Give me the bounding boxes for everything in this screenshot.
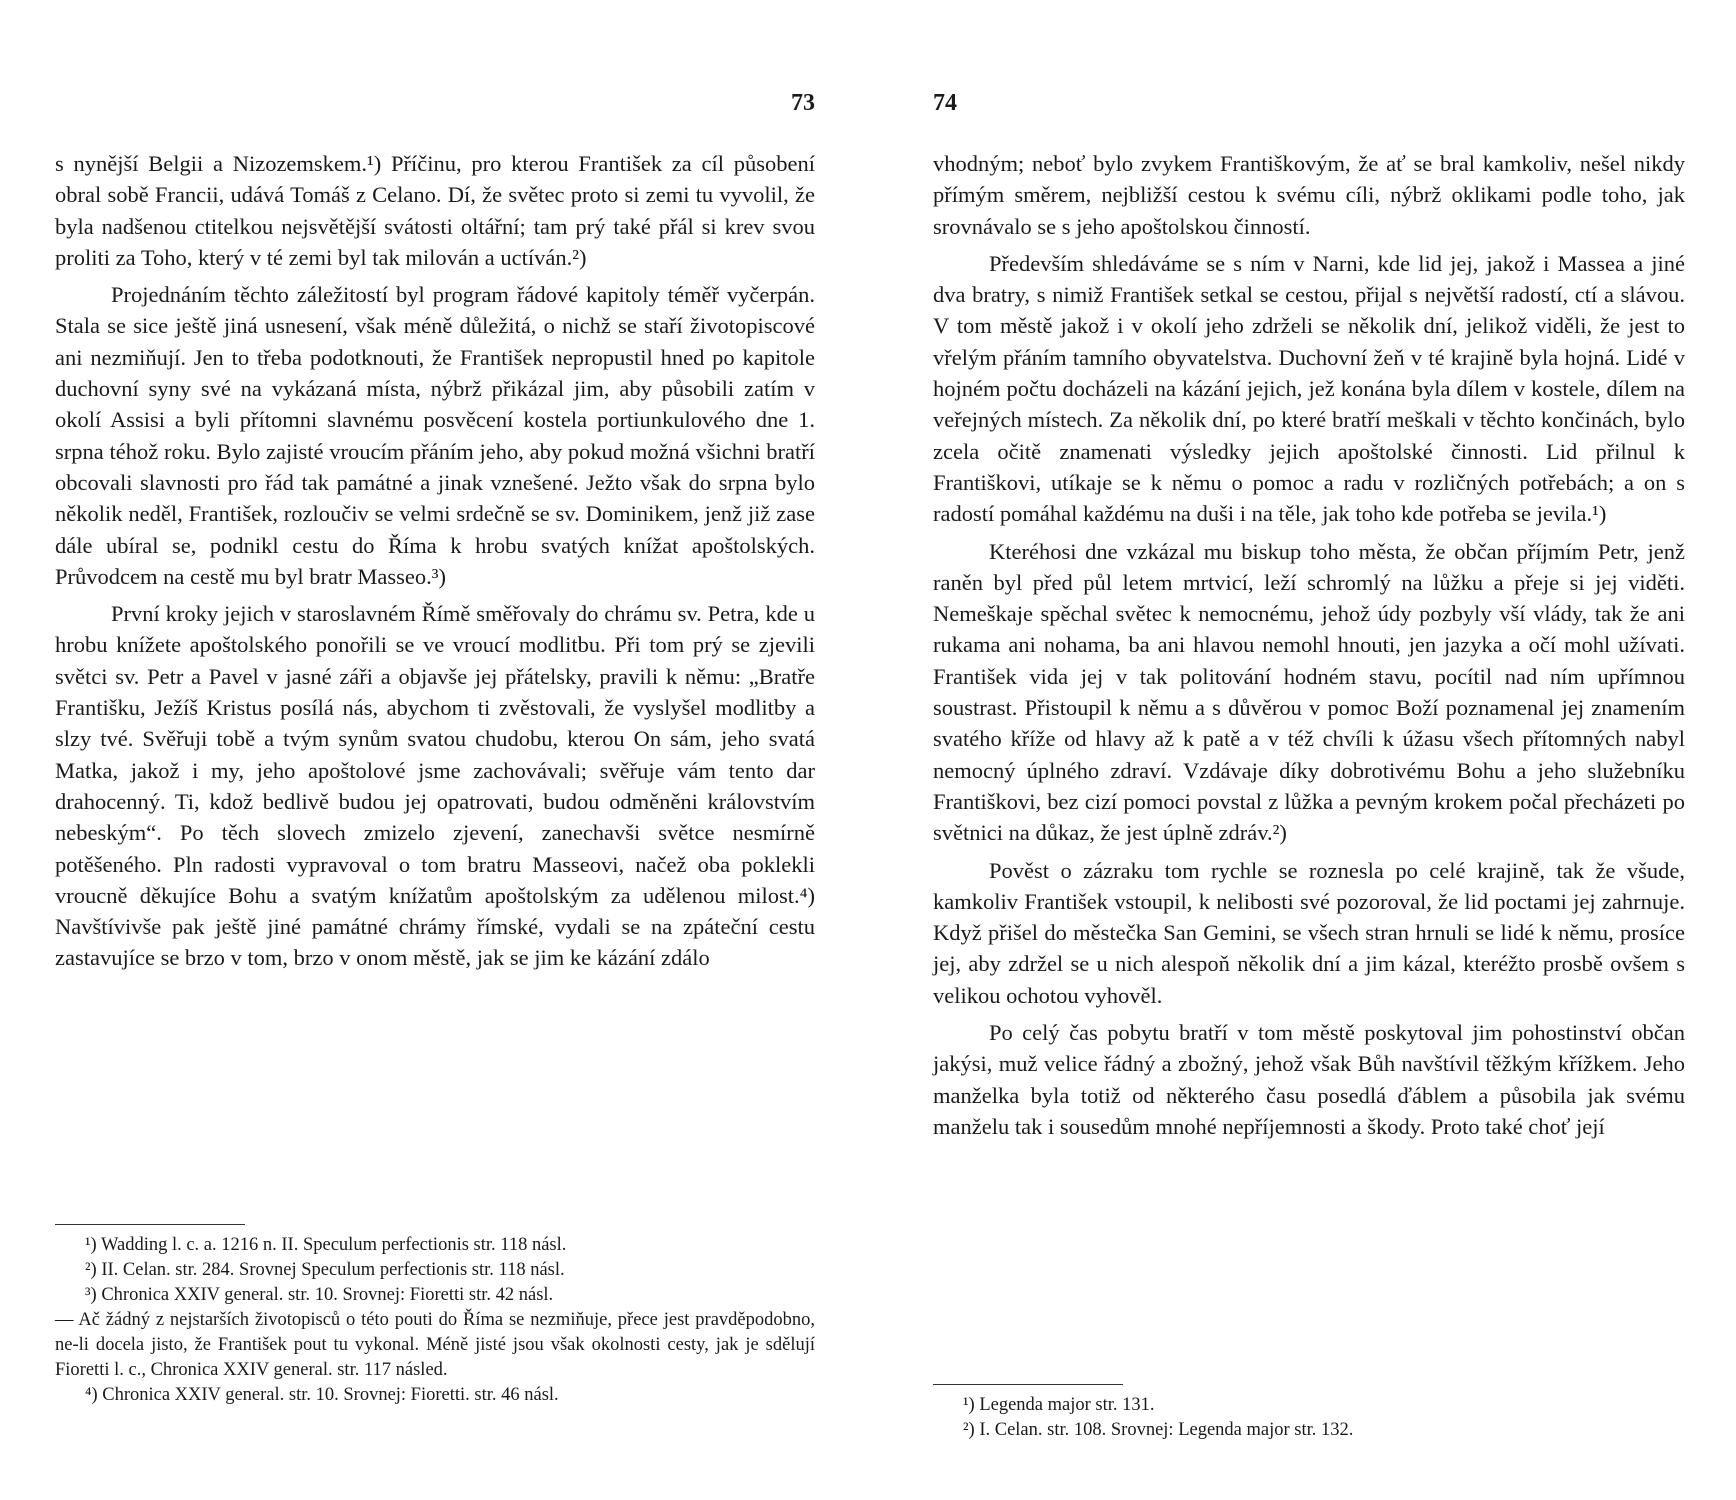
- footnote: ⁴) Chronica XXIV general. str. 10. Srovnej: Fioretti. str. 46 násl.: [85, 1385, 559, 1405]
- page-number: 73: [791, 90, 815, 116]
- footnote: ²) I. Celan. str. 108. Srovnej: Legenda major str. 132.: [963, 1420, 1354, 1440]
- footnote-rule: [933, 1384, 1123, 1385]
- paragraph: Po celý čas pobytu bratří v tom městě poskytoval jim pohostinství občan jakýsi, muž velice řádný a zbožný, jehož však Bůh navštívil těžkým křížkem. Jeho manželka byla totiž od některého času posedlá ďáblem a působila jak svému manželu tak i sousedům mnohé nepříjemnosti a škody. Proto také choť její: [933, 1020, 1685, 1139]
- footnote: ¹) Wadding l. c. a. 1216 n. II. Speculum perfectionis str. 118 násl.: [85, 1235, 567, 1255]
- paragraph: vhodným; neboť bylo zvykem Františkovým, že ať se bral kamkoliv, nešel nikdy přímým směrem, nejbližší cestou k svému cíli, nýbrž oklikami podle toho, jak srovnávalo se s jeho apoštolskou činností.: [933, 151, 1685, 239]
- page-number: 74: [933, 90, 957, 116]
- footnote: ³) Chronica XXIV general. str. 10. Srovnej: Fioretti str. 42 násl.: [85, 1285, 554, 1305]
- footnotes: [933, 1393, 1685, 1443]
- footnote-rule: [55, 1224, 245, 1225]
- footnote: ²) II. Celan. str. 284. Srovnej Speculum perfectionis str. 118 násl.: [85, 1260, 565, 1280]
- footnotes: [55, 1233, 815, 1408]
- paragraph: Pověst o zázraku tom rychle se roznesla po celé krajině, tak že všude, kamkoliv František vstoupil, k nelibosti své pozoroval, že lid poctami jej zahrnuje. Když přišel do městečka San Gemini, se všech stran hrnuli se lidé k němu, prosíce jej, aby zdržel se u nich alespoň několik dní a jim kázal, kteréžto prosbě ovšem s velikou ochotou vyhověl.: [933, 857, 1685, 1008]
- right-page: [933, 0, 1685, 1500]
- left-page: [55, 0, 815, 1500]
- footnote: ¹) Legenda major str. 131.: [963, 1395, 1155, 1415]
- paragraph: s nynější Belgii a Nizozemskem.¹) Příčinu, pro kterou František za cíl působení obral sobě Francii, udává Tomáš z Celano. Dí, že světec proto si zemi tu vyvolil, že byla nadšenou ctitelkou nejsvětější svátosti oltářní; tam prý také přál si krev svou proliti za Toho, který v té zemi byl tak milován a uctíván.²): [55, 151, 815, 270]
- page-body: [933, 148, 1685, 1148]
- paragraph: Kteréhosi dne vzkázal mu biskup toho města, že občan příjmím Petr, jenž raněn byl před půl letem mrtvicí, leží schromlý na lůžku a přeje si jej viděti. Nemeškaje spěchal světec k nemocnému, jehož údy pozbyly vší vlády, tak že ani rukama ani nohama, ba ani hlavou nemohl hnouti, jen jazyka a očí mohl užívati. František vida jej v tak politování hodném stavu, pocítil nad ním upřímnou soustrast. Přistoupil k němu a s důvěrou v pomoc Boží poznamenal jej znamením svatého kříže od hlavy až k patě a v též chvíli k úžasu všech přítomných nabyl nemocný úplného zdraví. Vzdávaje díky dobrotivému Bohu a jeho služebníku Františkovi, bez cizí pomoci povstal z lůžka a pevným krokem počal přecházeti po světnici na důkaz, že jest úplně zdráv.²): [933, 538, 1685, 846]
- page-body: [55, 148, 815, 980]
- footnote-continuation: — Ač žádný z nejstarších životopisců o této pouti do Říma se nezmiňuje, přece jest pravděpodobno, ne-li docela jisto, že František pout tu vykonal. Méně jisté jsou však okolnosti cesty, jak je sdělují Fioretti l. c., Chronica XXIV general. str. 117 násled.: [55, 1310, 815, 1380]
- paragraph: První kroky jejich v staroslavném Římě směřovaly do chrámu sv. Petra, kde u hrobu knížete apoštolského ponořili se ve vroucí modlitbu. Při tom prý se zjevili světci sv. Petr a Pavel v jasné záři a objavše jej přátelsky, pravili k němu: „Bratře Františku, Ježíš Kristus posílá nás, abychom ti zvěstovali, že vyslyšel modlitby a slzy tvé. Svěřuji tobě a tvým synům svatou chudobu, kterou On sám, jeho svatá Matka, jakož i my, jeho apoštolové jsme zachovávali; svěřuje vám tento dar drahocenný. Ti, kdož bedlivě budou jej opatrovati, budou odměněni královstvím nebeským“. Po těch slovech zmizelo zjevení, zanechavši světce nesmírně potěšeného. Pln radosti vypravoval o tom bratru Masseovi, načež oba poklekli vroucně děkujíce Bohu a svatým knížatům apoštolským za udělenou milost.⁴) Navštívivše pak ještě jiné památné chrámy římské, vydali se na zpáteční cestu zastavujíce se brzo v tom, brzo v onom městě, jak se jim ke kázání zdálo: [55, 601, 815, 971]
- paragraph: Projednáním těchto záležitostí byl program řádové kapitoly téměř vyčerpán. Stala se sice ještě jiná usnesení, však méně důležitá, o nichž se staří životopiscové ani nezmiňují. Jen to třeba podotknouti, že František nepropustil hned po kapitole duchovní syny své na vykázaná místa, nýbrž přikázal jim, aby působili zatím v okolí Assisi a byli přítomni slavnému posvěcení kostela portiunkulového dne 1. srpna téhož roku. Bylo zajisté vroucím přáním jeho, aby pokud možná všichni bratří obcovali slavnosti pro řád tak památné a jinak vznešené. Ježto však do srpna bylo několik neděl, František, rozloučiv se velmi srdečně se sv. Dominikem, jenž již zase dále ubíral se, podnikl cestu do Říma k hrobu svatých knížat apoštolských. Průvodcem na cestě mu byl bratr Masseo.³): [55, 282, 815, 589]
- paragraph: Především shledáváme se s ním v Narni, kde lid jej, jakož i Massea a jiné dva bratry, s nimiž František setkal se cestou, přijal s největší radostí, ctí a slávou. V tom městě jakož i v okolí jeho zdrželi se několik dní, jelikož viděli, že jest to vřelým přáním tamního obyvatelstva. Duchovní žeň v té krajině byla hojná. Lidé v hojném počtu docházeli na kázání jejich, jež konána byla dílem v kostele, dílem na veřejných místech. Za několik dní, po které bratří meškali v těchto končinách, bylo zcela očitě znamenati výsledky jejich apoštolské činnosti. Lid přilnul k Františkovi, utíkaje se k němu o pomoc a radu v rozličných potřebách; a on s radostí pomáhal každému na duši i na těle, jak toho kde potřeba se jevila.¹): [933, 250, 1685, 527]
